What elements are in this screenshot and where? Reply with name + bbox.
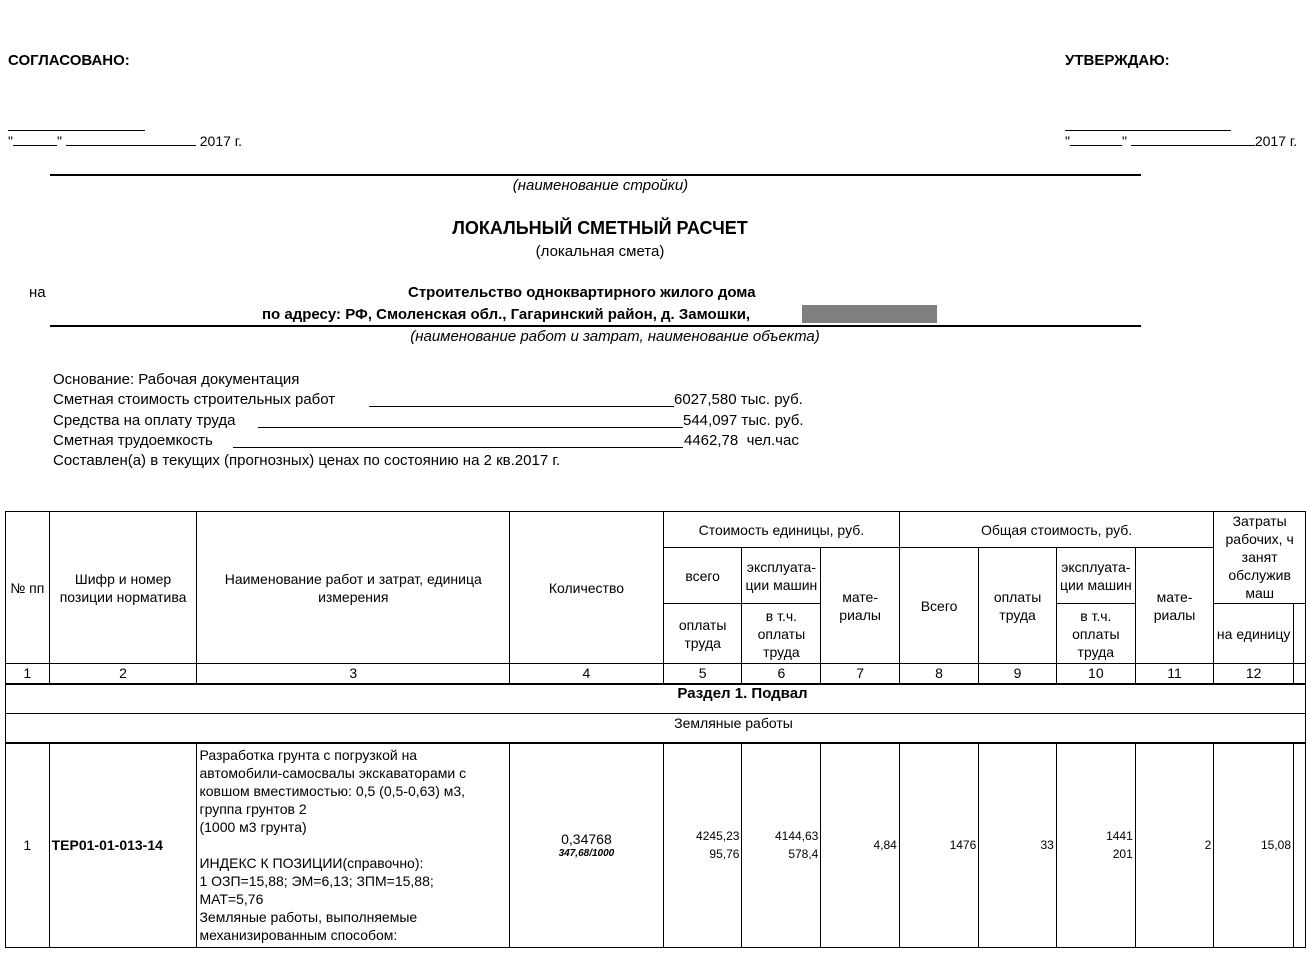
col-num-6: 6 bbox=[742, 664, 821, 685]
basis: Основание: Рабочая документация bbox=[53, 371, 300, 388]
row-num: 1 bbox=[6, 743, 50, 947]
row-labor-per-unit: 15,08 bbox=[1214, 743, 1294, 947]
cost-row: Сметная стоимость строительных работ bbox=[53, 391, 336, 408]
col-num-2: 2 bbox=[49, 664, 197, 685]
col-num-10: 10 bbox=[1056, 664, 1135, 685]
table-row bbox=[6, 743, 1306, 947]
header-unit-cost: Стоимость единицы, руб. bbox=[663, 512, 899, 548]
header-mat: мате-риалы bbox=[821, 548, 900, 664]
object-caption: (наименование работ и затрат, наименование объекта) bbox=[410, 328, 820, 345]
header-all: всего bbox=[663, 548, 742, 604]
date-left: " " 2017 г. bbox=[8, 133, 243, 149]
document-subtitle: (локальная смета) bbox=[535, 243, 665, 260]
header-incl-wage: в т.ч. оплаты труда bbox=[742, 604, 821, 664]
cost-underline bbox=[369, 406, 674, 407]
row-unit-all: 4245,23 95,76 bbox=[663, 743, 742, 947]
row-labor-extra bbox=[1294, 743, 1306, 947]
header-name: Наименование работ и затрат, единица измерения bbox=[197, 512, 510, 664]
col-num-12: 12 bbox=[1214, 664, 1294, 685]
row-unit-mat: 4,84 bbox=[821, 743, 900, 947]
col-num-8: 8 bbox=[899, 664, 978, 685]
row-unit-mach: 4144,63 578,4 bbox=[742, 743, 821, 947]
object-name-line1: Строительство одноквартирного жилого дома bbox=[408, 284, 756, 301]
object-name-line bbox=[50, 325, 1141, 327]
row-total-mat: 2 bbox=[1135, 743, 1214, 947]
row-total-mach: 1441 201 bbox=[1056, 743, 1135, 947]
header-total-cost: Общая стоимость, руб. bbox=[899, 512, 1213, 548]
site-name-line bbox=[50, 174, 1141, 176]
date-right: " " 2017 г. bbox=[1065, 133, 1298, 149]
wage-underline bbox=[258, 427, 683, 428]
object-name-line2: по адресу: РФ, Смоленская обл., Гагаринский район, д. Замошки, bbox=[262, 306, 751, 323]
row-code: ТЕР01-01-013-14 bbox=[49, 743, 197, 947]
labor-label: Сметная трудоемкость bbox=[53, 432, 213, 449]
col-num-7: 7 bbox=[821, 664, 900, 685]
header-mach2: эксплуата-ции машин bbox=[1056, 548, 1135, 604]
signature-line-left bbox=[8, 130, 145, 131]
row-total: 1476 bbox=[899, 743, 978, 947]
header-num: № пп bbox=[6, 512, 50, 664]
object-prefix: на bbox=[29, 284, 46, 301]
approve-label: УТВЕРЖДАЮ: bbox=[1065, 52, 1170, 69]
row-name: Разработка грунта с погрузкой на автомобили-самосвалы экскаваторами с ковшом вместимостью: 0,5 (0,5-0,63) м3, группа грунтов 2 (1000 м3 грунта) ИНДЕКС К ПОЗИЦИИ(справочно): 1 ОЗП=15,88; ЭМ=6,13; ЗПМ=15,88; МАТ=5,76 Земляные работы, выполняемые механизированным способом: bbox=[197, 743, 510, 947]
header-mat2: мате-риалы bbox=[1135, 548, 1214, 664]
document-title: ЛОКАЛЬНЫЙ СМЕТНЫЙ РАСЧЕТ bbox=[452, 218, 748, 238]
header-qty: Количество bbox=[510, 512, 664, 664]
labor-underline bbox=[233, 447, 683, 448]
col-num-11: 11 bbox=[1135, 664, 1214, 685]
agreed-label: СОГЛАСОВАНО: bbox=[8, 52, 130, 69]
col-num-1: 1 bbox=[6, 664, 50, 685]
section-title: Раздел 1. Подвал bbox=[6, 684, 1306, 713]
header-labor: Затраты рабочих, ч занят обслужив маш bbox=[1214, 512, 1306, 604]
cost-value: 6027,580 тыс. руб. bbox=[674, 391, 803, 408]
signature-line-right bbox=[1065, 130, 1231, 131]
labor-value: 4462,78 чел.час bbox=[684, 432, 799, 449]
header-code: Шифр и номер позиции норматива bbox=[49, 512, 197, 664]
prices-note: Составлен(а) в текущих (прогнозных) ценах по состоянию на 2 кв.2017 г. bbox=[53, 452, 561, 469]
header-per-unit: на единицу bbox=[1214, 604, 1294, 664]
header-labor-extra bbox=[1294, 604, 1306, 664]
col-num-9: 9 bbox=[979, 664, 1057, 685]
row-total-wage: 33 bbox=[979, 743, 1057, 947]
estimate-table bbox=[5, 511, 1306, 948]
header-mach: эксплуата-ции машин bbox=[742, 548, 821, 604]
header-incl-wage2: в т.ч. оплаты труда bbox=[1056, 604, 1135, 664]
col-num-4: 4 bbox=[510, 664, 664, 685]
col-num-5: 5 bbox=[663, 664, 742, 685]
site-name-caption: (наименование стройки) bbox=[512, 177, 689, 194]
subsection-title: Земляные работы bbox=[6, 713, 1306, 743]
header-total: Всего bbox=[899, 548, 978, 664]
col-num-13 bbox=[1294, 664, 1306, 685]
wage-value: 544,097 тыс. руб. bbox=[683, 412, 804, 429]
redacted-block bbox=[802, 305, 937, 323]
wage-label: Средства на оплату труда bbox=[53, 412, 236, 429]
row-qty: 0,34768 347,68/1000 bbox=[510, 743, 664, 947]
header-wage: оплаты труда bbox=[663, 604, 742, 664]
header-wage2: оплаты труда bbox=[979, 548, 1057, 664]
col-num-3: 3 bbox=[197, 664, 510, 685]
